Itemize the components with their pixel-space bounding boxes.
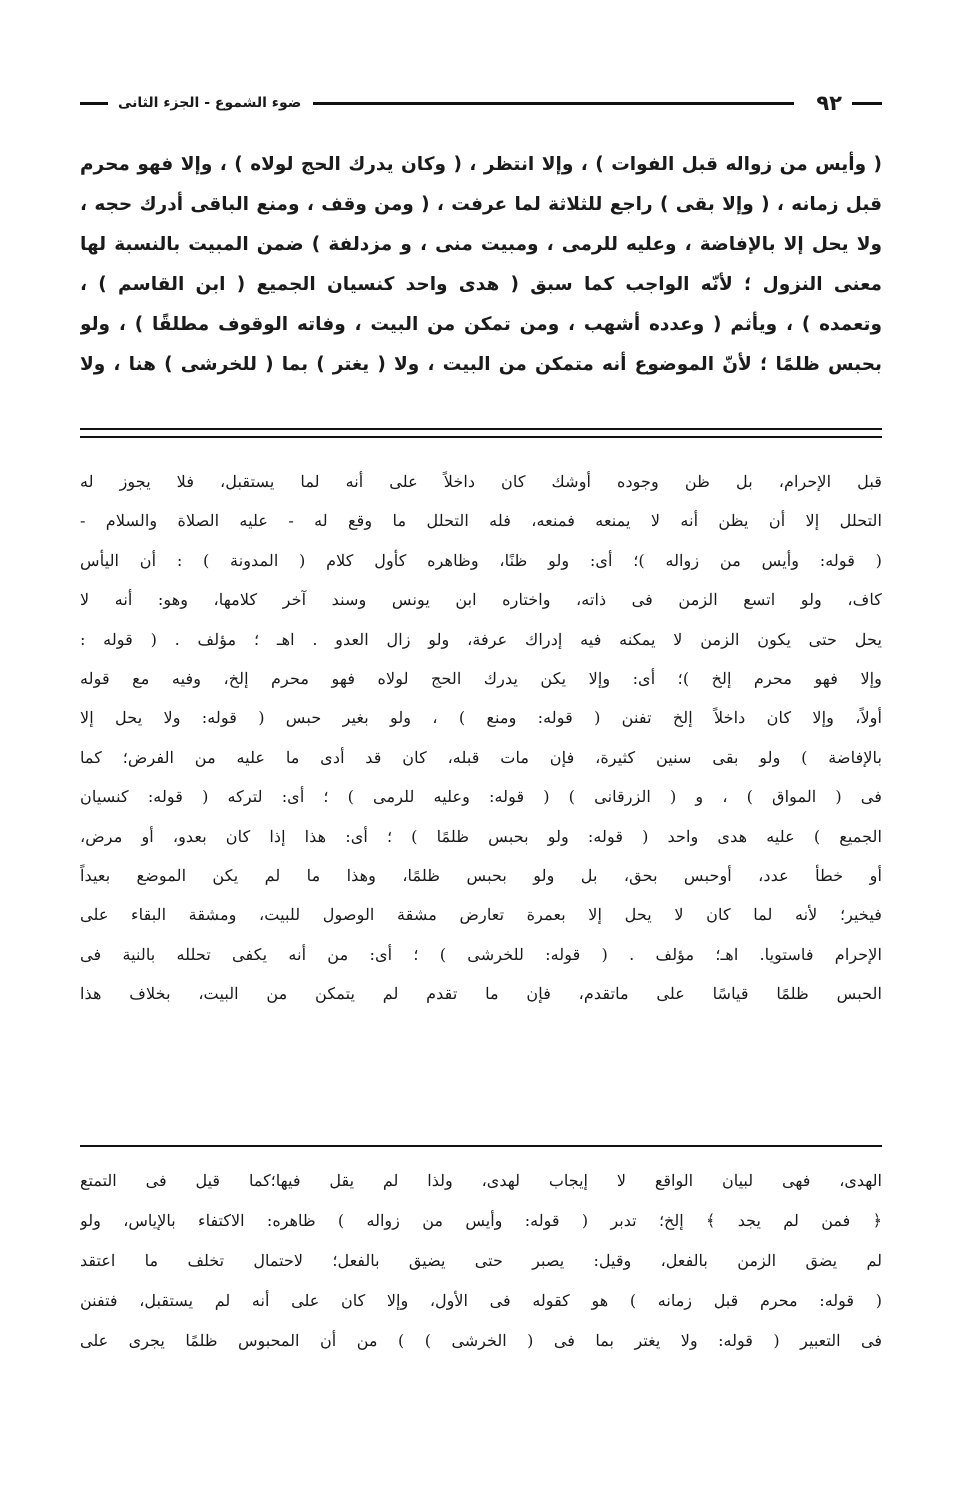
commentary-line: أولاً، وإلا كان داخلاً إلخ تفنن ( قوله: ومنع ) ، ولو بغير حبس ( قوله: ولا يحل إلا — [80, 708, 882, 728]
main-text-line: قبل زمانه ، ( وإلا بقى ) راجع للثلاثة لما عرفت ، ( ومن وقف ، ومنع الباقى أدرك حجه ، — [80, 194, 882, 215]
commentary-line: فى ( المواق ) ، و ( الزرقانى ) ( قوله: وعليه للرمى ) ؛ أى: لتركه ( قوله: كنسيان — [80, 787, 882, 807]
footnote-line: ( قوله: محرم قبل زمانه ) هو كقوله فى الأول، وإلا كان على أنه لم يستقبل، فتفنن — [80, 1291, 882, 1310]
commentary-line: يحل حتى يكون الزمن لا يمكنه فيه إدراك عرفة، ولو زال العدو . اهـ ؛ مؤلف . ( قوله : — [80, 629, 882, 649]
book-title: ضوء الشموع - الجزء الثانى — [118, 95, 302, 111]
main-text-line: معنى النزول ؛ لأنّه الواجب كما سبق ( هدى واحد كنسيان الجميع ( ابن القاسم ) ، — [80, 274, 882, 295]
commentary-line: بالإفاضة ) ولو بقى سنين كثيرة، فإن مات قبله، كان قد أدى ما عليه من الفرض؛ كما — [80, 747, 882, 767]
main-text-line: بحبس ظلمًا ؛ لأنّ الموضوع أنه متمكن من البيت ، ولا ( يغتر ) بما ( للخرشى ) هنا ، ولا — [80, 354, 882, 375]
commentary-line: ( قوله: وأيس من زواله )؛ أى: ولو ظنًا، وظاهره كأول كلام ( المدونة ) : أن اليأس — [80, 550, 882, 570]
commentary-line: التحلل إلا أن يظن أنه لا يمنعه فمنعه، فله التحلل ما وقع له - عليه الصلاة والسلام - — [80, 511, 882, 531]
header-dash-right — [852, 102, 882, 105]
double-separator-rule — [80, 428, 882, 438]
commentary-line: أو خطأ عدد، أوحبس بحق، بل ولو بحبس ظلمًا، وهذا ما لم يكن الموضع بعيداً — [80, 865, 882, 885]
commentary-line: الجميع ) عليه هدى واحد ( قوله: ولو بحبس ظلمًا ) ؛ أى: هذا إذا كان بعدو، أو مرض، — [80, 826, 882, 846]
main-text-line: ( وأيس من زواله قبل الفوات ) ، وإلا انتظر ، ( وكان يدرك الحج لولاه ) ، وإلا فهو محرم — [80, 154, 882, 175]
footnote-text — [80, 1161, 882, 1361]
commentary-line: كاف، ولو اتسع الزمن فى ذاته، واختاره ابن يونس وسند آخر كلامها، وهو: أنه لا — [80, 590, 882, 610]
main-text-line: ولا يحل إلا بالإفاضة ، وعليه للرمى ، ومبيت منى ، و مزدلفة ) ضمن المبيت بالنسبة لها — [80, 234, 882, 255]
main-text — [80, 145, 882, 385]
footnote-line: لم يضق الزمن بالفعل، وقيل: يصبر حتى يضيق بالفعل؛ لاحتمال تخلف ما اعتقد — [80, 1251, 882, 1270]
footnote-separator-rule — [80, 1145, 882, 1147]
header-rule — [313, 102, 794, 105]
commentary-line: قبل الإحرام، بل ظن وجوده أوشك كان داخلاً على أنه لما يستقبل، فلا يجوز له — [80, 472, 882, 491]
footnote-line: ﴿ فمن لم يجد ﴾ إلخ؛ تدبر ( قوله: وأيس من زواله ) ظاهره: الاكتفاء بالإياس، ولو — [80, 1211, 882, 1230]
main-text-line: وتعمده ) ، ويأثم ( وعدده أشهب ، ومن تمكن من البيت ، وفاته الوقوف مطلقًا ) ، ولو — [80, 314, 882, 335]
commentary-line: الإحرام فاستويا. اهـ؛ مؤلف . ( قوله: للخرشى ) ؛ أى: من أنه يكفى تحلله بالنية فى — [80, 944, 882, 964]
commentary-line: وإلا فهو محرم إلخ )؛ أى: وإلا يكن يدرك الحج لولاه فهو محرم إلخ، وفيه مع قوله — [80, 668, 882, 688]
page-number: ٩٢ — [816, 91, 842, 115]
commentary-line: الحبس ظلمًا قياسًا على ماتقدم، فإن ما تقدم لم يتمكن من البيت، بخلاف هذا — [80, 984, 882, 1004]
header-dash-left — [80, 102, 108, 105]
commentary-line: فيخير؛ لأنه لما كان لا يحل إلا بعمرة تعارض مشقة الوصول للبيت، ومشقة البقاء على — [80, 905, 882, 925]
running-head — [80, 88, 882, 118]
commentary-text — [80, 462, 882, 1013]
footnote-line: الهدى، فهى لبيان الواقع لا إيجاب لهدى، ولذا لم يقل فيها؛كما قيل فى التمتع — [80, 1171, 882, 1190]
footnote-line: فى التعبير ( قوله: ولا يغتر بما فى ( الخرشى ) ) من أن المحبوس ظلمًا يجرى على — [80, 1331, 882, 1350]
